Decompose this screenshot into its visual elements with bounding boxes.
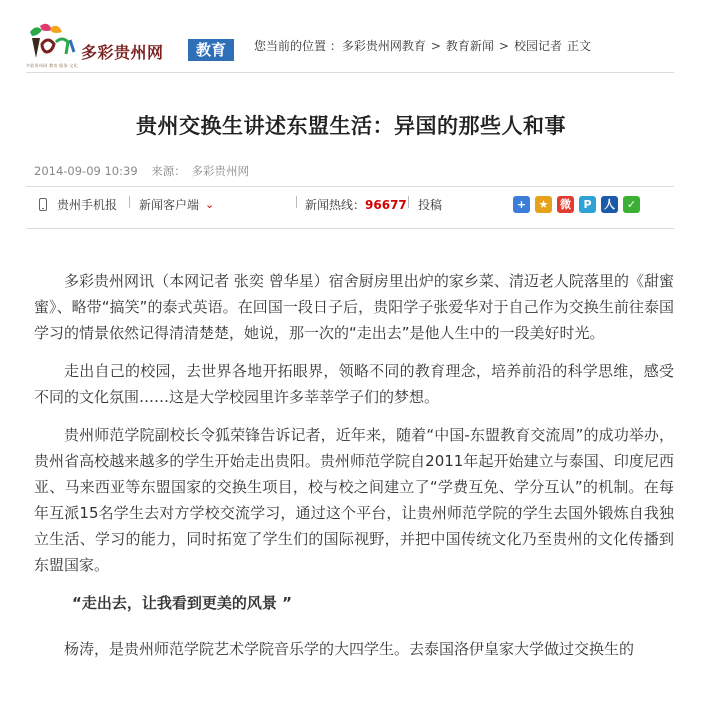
mobile-news-link[interactable] bbox=[39, 196, 117, 213]
hotline-label: 新闻热线： bbox=[305, 198, 366, 212]
article-date: 2014-09-09 10:39 bbox=[34, 164, 138, 178]
phone-icon bbox=[39, 198, 47, 211]
article-paragraph: 杨涛，是贵州师范学院艺术学院音乐学的大四学生。去泰国洛伊皇家大学做过交换生的 bbox=[64, 640, 635, 658]
breadcrumb bbox=[254, 37, 591, 54]
toolbar-separator bbox=[296, 196, 297, 208]
wechat-icon[interactable]: ✓ bbox=[623, 196, 640, 213]
mobile-news-label: 贵州手机报 bbox=[57, 198, 118, 212]
qzone-star-icon[interactable]: ★ bbox=[535, 196, 552, 213]
section-badge[interactable]: 教育 bbox=[188, 39, 234, 61]
article-meta bbox=[34, 163, 259, 179]
logo-text: 多彩贵州网 bbox=[81, 43, 164, 62]
weibo-icon[interactable]: 微 bbox=[557, 196, 574, 213]
logo-slogan: 多彩贵州网 教育·服务·文化 bbox=[26, 63, 79, 68]
article-title: 贵州交换生讲述东盟生活：异国的那些人和事 bbox=[136, 113, 566, 138]
source-label: 来源： bbox=[151, 164, 186, 178]
share-bar bbox=[513, 196, 640, 214]
article-body bbox=[34, 268, 674, 674]
tencent-weibo-icon[interactable]: P bbox=[579, 196, 596, 213]
article-source: 多彩贵州网 bbox=[191, 164, 249, 178]
toolbar-top-divider bbox=[26, 186, 674, 187]
header-divider bbox=[26, 72, 674, 73]
renren-icon[interactable]: 人 bbox=[601, 196, 618, 213]
breadcrumb-link-reporter[interactable]: 校园记者 bbox=[513, 39, 562, 53]
news-hotline bbox=[305, 196, 407, 213]
breadcrumb-link-edu[interactable]: 多彩贵州网教育 bbox=[341, 39, 426, 53]
toolbar-bottom-divider bbox=[26, 228, 674, 229]
submit-link[interactable] bbox=[418, 196, 442, 213]
site-logo[interactable] bbox=[26, 22, 236, 70]
chevron-right-icon: > bbox=[498, 38, 509, 53]
breadcrumb-prefix: 您当前的位置 ： bbox=[254, 39, 342, 53]
submit-label: 投稿 bbox=[418, 198, 443, 212]
logo-mark-icon bbox=[26, 22, 78, 62]
client-label: 新闻客户端 bbox=[139, 198, 200, 212]
client-dropdown[interactable] bbox=[139, 196, 214, 213]
breadcrumb-current: 正文 bbox=[567, 39, 592, 53]
article-paragraph: 贵州师范学院副校长令狐荣锋告诉记者，近年来，随着“中国-东盟教育交流周”的成功举办，贵州省高校越来越多的学生开始走出贵阳。贵州师范学院自2011年起开始建立与泰国、印度尼西亚、马来西亚等东盟国家的交换生项目，校与校之间建立了“学费互免、学分互认”的机制。在每年互派15名学生去对方学校交流学习，通过这个平台，让贵州师范学院的学生去国外锻炼自我独立生活、学习的能力，同时拓宽了学生们的国际视野，并把中国传统文化乃至贵州的文化传播到东盟国家。 bbox=[34, 426, 674, 574]
toolbar-separator bbox=[408, 196, 409, 208]
chevron-right-icon: > bbox=[430, 38, 441, 53]
hotline-number: 96677 bbox=[365, 197, 407, 212]
breadcrumb-link-news[interactable]: 教育新闻 bbox=[445, 39, 494, 53]
site-header bbox=[0, 0, 702, 72]
chevron-down-icon: ⌄ bbox=[205, 198, 215, 211]
article-paragraph: 多彩贵州网讯（本网记者 张奕 曾华星）宿舍厨房里出炉的家乡菜、清迈老人院落里的《甜蜜蜜》、略带“搞笑”的泰式英语。在回国一段日子后，贵阳学子张爱华对于自己作为交换生前往泰国学习的情景依然记得清清楚楚，她说，那一次的“走出去”是他人生中的一段美好时光。 bbox=[34, 272, 674, 342]
article-subheading: “走出去，让我看到更美的风景 ” bbox=[72, 594, 292, 612]
toolbar-separator bbox=[129, 196, 130, 208]
article-paragraph: 走出自己的校园，去世界各地开拓眼界，领略不同的教育理念，培养前沿的科学思维，感受不同的文化氛围……这是大学校园里许多莘莘学子们的梦想。 bbox=[34, 362, 674, 406]
plus-share-icon[interactable]: + bbox=[513, 196, 530, 213]
